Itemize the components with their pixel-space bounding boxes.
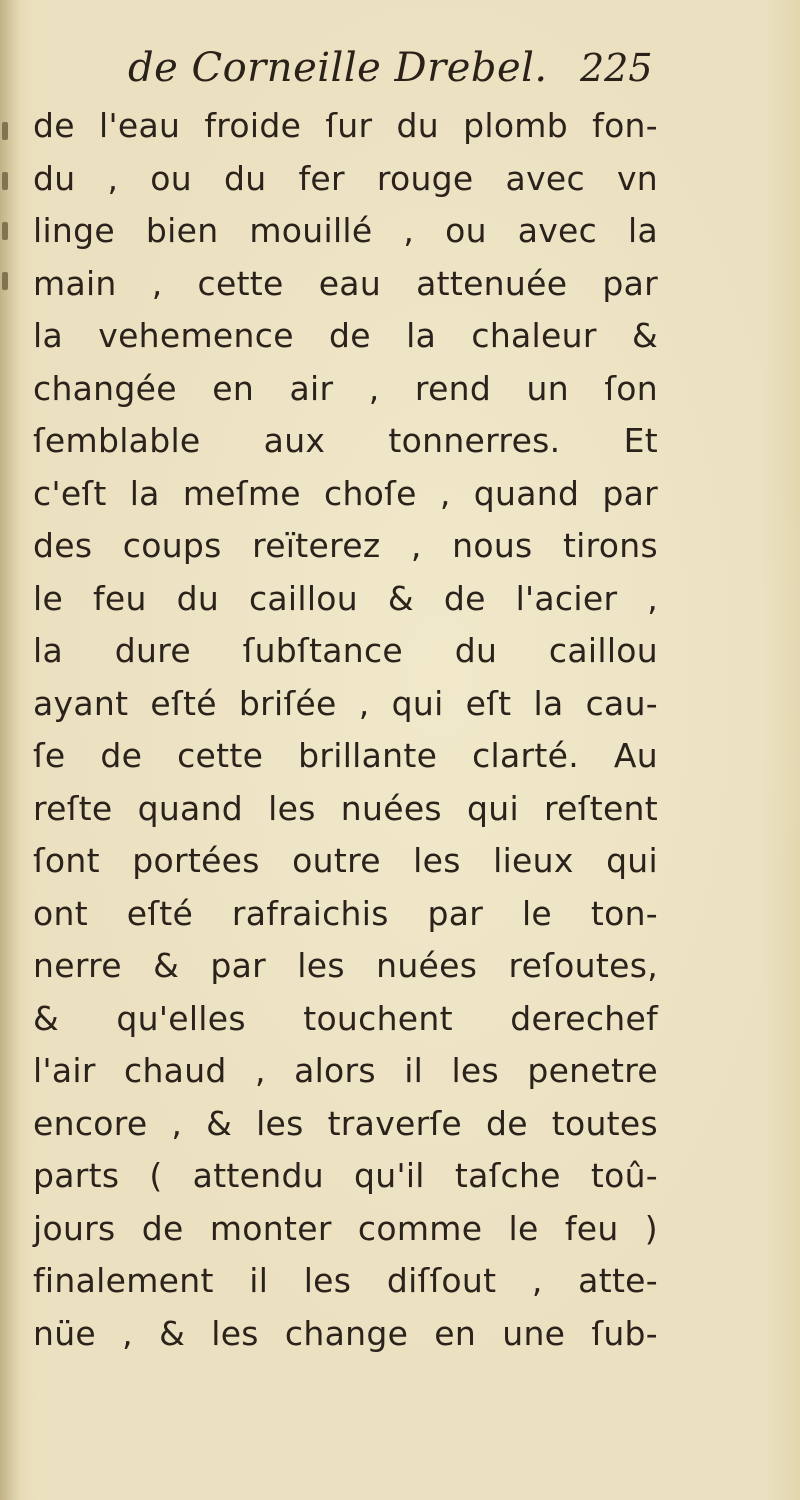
- text-line: le feu du caillou & de l'acier ,: [33, 578, 658, 618]
- text-line: ont eſté rafraichis par le ton-: [33, 893, 658, 933]
- body-text: [33, 100, 773, 1360]
- text-line: la dure ſubſtance du caillou: [33, 631, 658, 670]
- text-line: du , ou du fer rouge avec vn: [33, 158, 658, 198]
- text-line: reſte quand les nuées qui reſtent: [33, 788, 658, 828]
- text-line: ayant eſté briſée , qui eſt la cau-: [33, 683, 658, 723]
- text-line: la vehemence de la chaleur &: [33, 316, 658, 355]
- text-line: ſemblable aux tonnerres. Et: [33, 421, 658, 460]
- text-line: & qu'elles touchent derechef: [33, 998, 658, 1038]
- text-line: c'eſt la meſme choſe , quand par: [33, 473, 658, 513]
- text-line: linge bien mouillé , ou avec la: [33, 211, 658, 250]
- text-line: jours de monter comme le feu ): [33, 1208, 658, 1248]
- page-number: 225: [580, 46, 653, 90]
- text-line: ſont portées outre les lieux qui: [33, 841, 658, 880]
- text-line: finalement il les diſſout , atte-: [33, 1261, 658, 1300]
- page-header: [0, 42, 800, 102]
- text-line: encore , & les traverſe de toutes: [33, 1103, 658, 1143]
- gutter-marks: [2, 100, 16, 620]
- running-head: de Corneille Drebel.: [128, 45, 548, 91]
- text-line: ſe de cette brillante clarté. Au: [33, 736, 658, 775]
- text-line last: nüe , & les change en une ſub-: [33, 1313, 658, 1353]
- text-line: nerre & par les nuées reſoutes,: [33, 946, 658, 985]
- text-line: changée en air , rend un ſon: [33, 368, 658, 408]
- text-line: de l'eau froide ſur du plomb fon-: [33, 106, 658, 145]
- text-line: parts ( attendu qu'il taſche toû-: [33, 1156, 658, 1195]
- text-line: main , cette eau attenuée par: [33, 263, 658, 303]
- text-line: l'air chaud , alors il les penetre: [33, 1051, 658, 1090]
- text-line: des coups reïterez , nous tirons: [33, 526, 658, 565]
